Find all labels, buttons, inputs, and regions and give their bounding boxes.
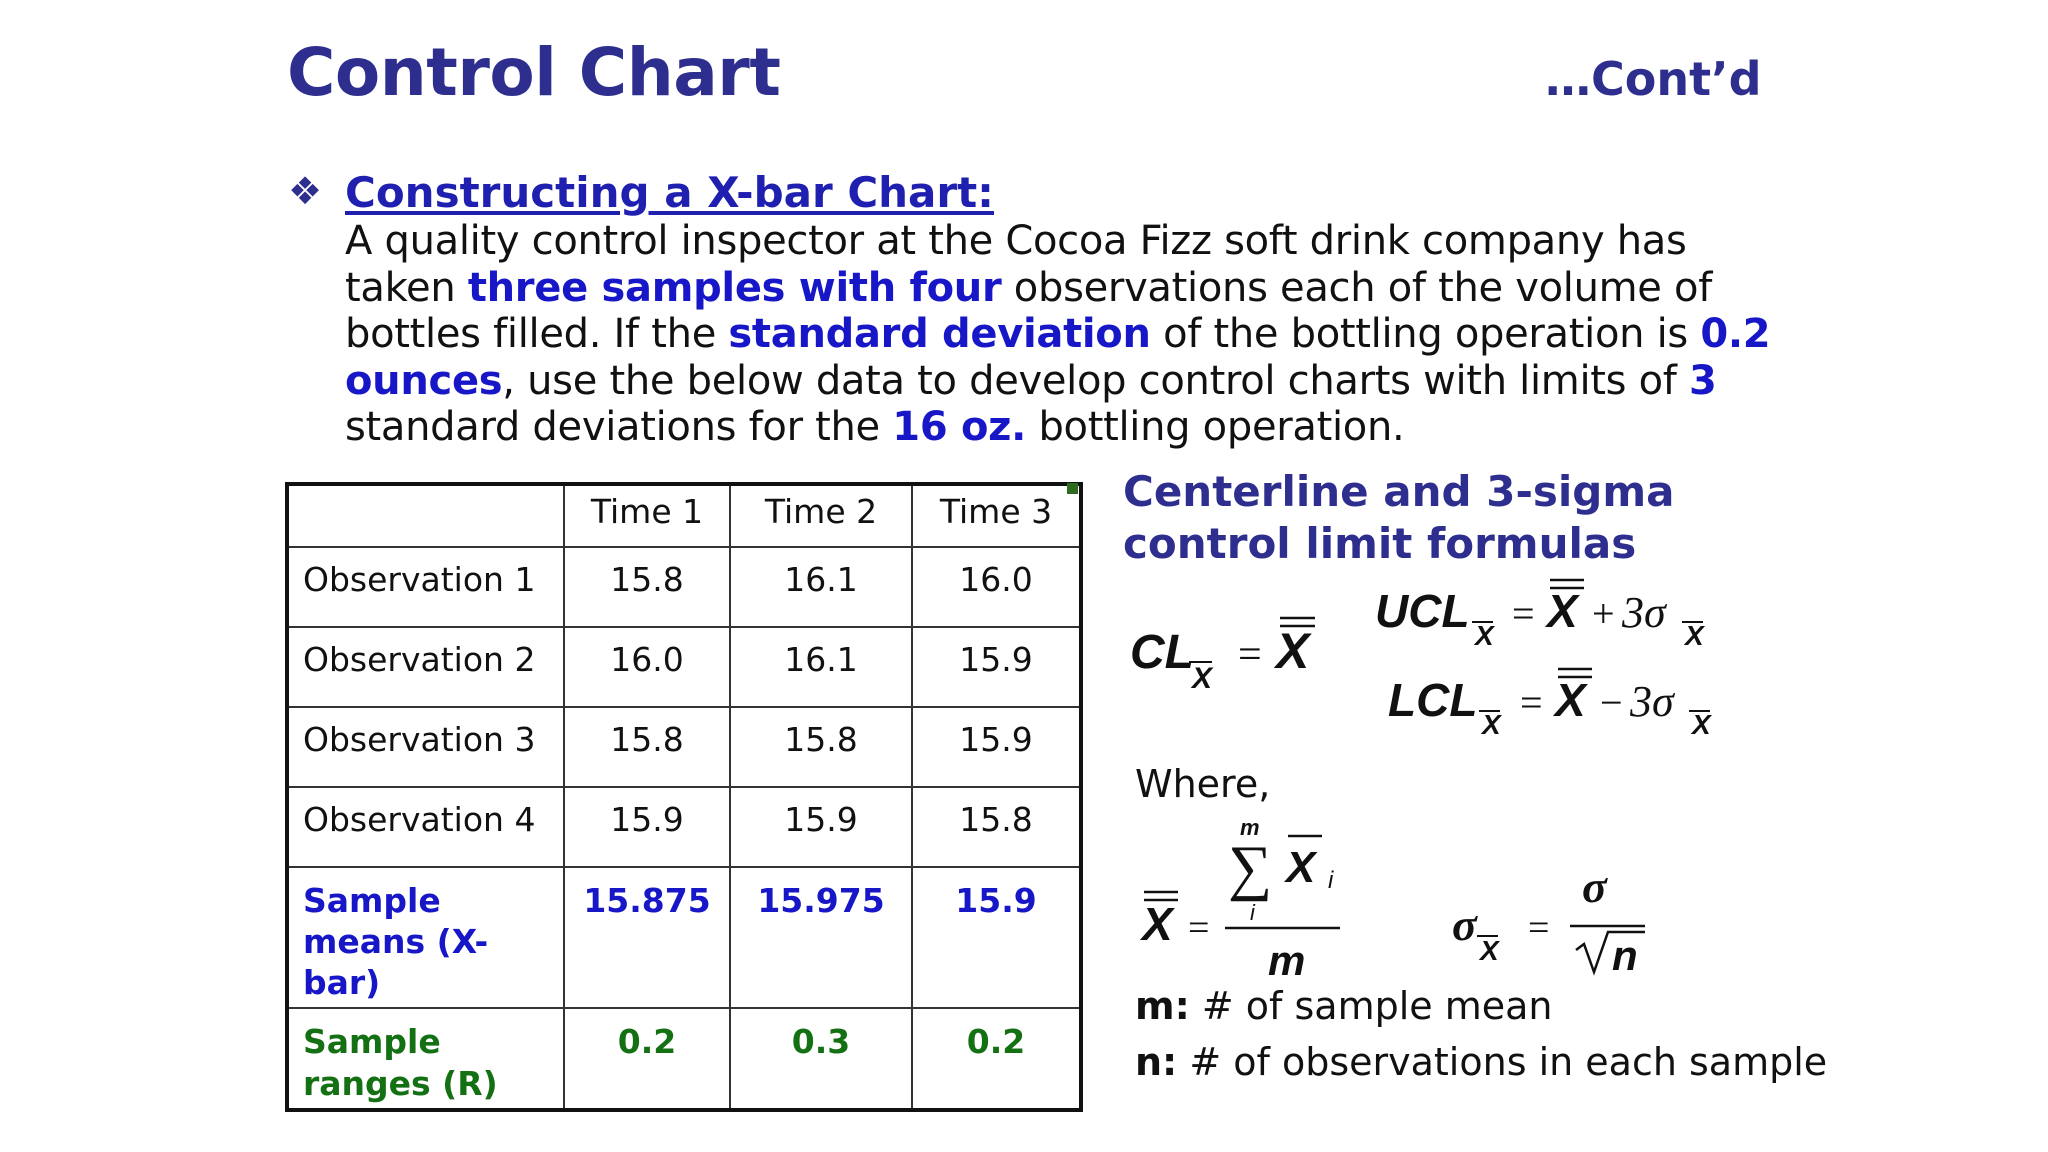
sum-top: m (1240, 815, 1260, 840)
grand-mean-equals: = (1188, 907, 1210, 949)
table-row (287, 707, 1081, 787)
table-cell: 16.1 (730, 547, 912, 627)
table-cell: 15.9 (730, 787, 912, 867)
observation-table (285, 482, 1083, 1112)
sigma-equals: = (1528, 907, 1550, 949)
table-cell: 15.9 (912, 627, 1081, 707)
ranges-label: Sample ranges (R) (287, 1008, 564, 1110)
header-cell (287, 484, 564, 547)
square-bullet-icon (1067, 483, 1078, 494)
table-header-row (287, 484, 1081, 547)
table-cell: 16.0 (912, 547, 1081, 627)
denominator-m: m (1268, 937, 1306, 980)
lcl-three-sigma: 3σ (1630, 677, 1674, 726)
lcl-xbar: X (1555, 674, 1586, 726)
highlight-std-dev: standard deviation (728, 311, 1151, 357)
sum-bottom: i (1250, 900, 1255, 925)
row-label: Observation 4 (287, 787, 564, 867)
sigma-xbar: σ (1452, 899, 1477, 950)
continued-label: …Cont’d (1545, 52, 1762, 106)
ucl-plus: + (1592, 591, 1615, 636)
row-label: Observation 1 (287, 547, 564, 627)
highlight-three: 3 (1688, 357, 1717, 404)
lcl-subscript: X (1482, 709, 1501, 740)
grand-mean-x: X (1142, 898, 1173, 950)
mean-cell: 15.9 (912, 867, 1081, 1008)
highlight-ounces: 0.2 ounces (345, 311, 1771, 404)
formulas-heading: Centerline and 3-sigma control limit formulas (1123, 467, 1675, 568)
table-cell: 15.8 (730, 707, 912, 787)
table-cell: 15.9 (564, 787, 730, 867)
ranges-row (287, 1008, 1081, 1110)
ucl-equals: = (1512, 591, 1535, 636)
diamond-bullet-icon: ❖ (288, 169, 323, 213)
cl-equals: = (1238, 632, 1262, 678)
highlight-16oz: 16 oz. (892, 404, 1027, 450)
ucl-label: UCL (1375, 585, 1470, 637)
lcl-sigma-subscript: X (1692, 709, 1711, 740)
sigma-xbar-subscript: X (1480, 935, 1499, 966)
table-cell: 15.8 (564, 547, 730, 627)
means-label: Sample means (X- bar) (287, 867, 564, 1008)
table-cell: 16.1 (730, 627, 912, 707)
header-cell: Time 2 (730, 484, 912, 547)
where-label: Where, (1135, 762, 1271, 806)
slide-title: Control Chart (287, 34, 781, 111)
header-cell: Time 1 (564, 484, 730, 547)
table-cell: 16.0 (564, 627, 730, 707)
ucl-sigma-subscript: X (1685, 620, 1704, 651)
cl-label: CL (1130, 626, 1194, 679)
sqrt-n: n (1612, 932, 1638, 979)
table-row (287, 547, 1081, 627)
ucl-subscript: X (1475, 620, 1494, 651)
lcl-equals: = (1520, 680, 1543, 725)
range-cell: 0.2 (564, 1008, 730, 1110)
ucl-xbar: X (1547, 585, 1578, 637)
header-cell: Time 3 (912, 484, 1081, 547)
row-label: Observation 2 (287, 627, 564, 707)
range-cell: 0.2 (912, 1008, 1081, 1110)
m-definition: m: # of sample mean (1135, 984, 1553, 1028)
problem-paragraph: A quality control inspector at the Cocoa Fizz soft drink company has taken three samples with four observations each of the volume of bottles filled. If the standard deviation of the bottling operation is 0.2 ounces, use the below data to develop control charts with limits of 3 standard deviations for the 16 oz. bottling operation. (345, 218, 1771, 450)
sum-symbol: ∑ (1228, 834, 1273, 902)
ucl-three-sigma: 3σ (1622, 588, 1666, 637)
sum-sub-i: i (1328, 867, 1334, 894)
means-row (287, 867, 1081, 1008)
section-subheading: Constructing a X-bar Chart: (345, 168, 994, 217)
highlight-samples: three samples with four (467, 264, 1002, 311)
row-label: Observation 3 (287, 707, 564, 787)
mean-cell: 15.975 (730, 867, 912, 1008)
cl-xbar: X (1276, 623, 1310, 679)
mean-cell: 15.875 (564, 867, 730, 1008)
lcl-label: LCL (1388, 674, 1478, 726)
cl-subscript: X (1192, 662, 1213, 695)
sum-xbar: X (1286, 843, 1316, 892)
n-definition: n: # of observations in each sample (1135, 1040, 1828, 1084)
table-row (287, 627, 1081, 707)
range-cell: 0.3 (730, 1008, 912, 1110)
table-row (287, 787, 1081, 867)
lcl-minus: − (1600, 680, 1623, 725)
table-cell: 15.8 (912, 787, 1081, 867)
sigma-numerator: σ (1582, 861, 1607, 912)
table-cell: 15.9 (912, 707, 1081, 787)
table-cell: 15.8 (564, 707, 730, 787)
